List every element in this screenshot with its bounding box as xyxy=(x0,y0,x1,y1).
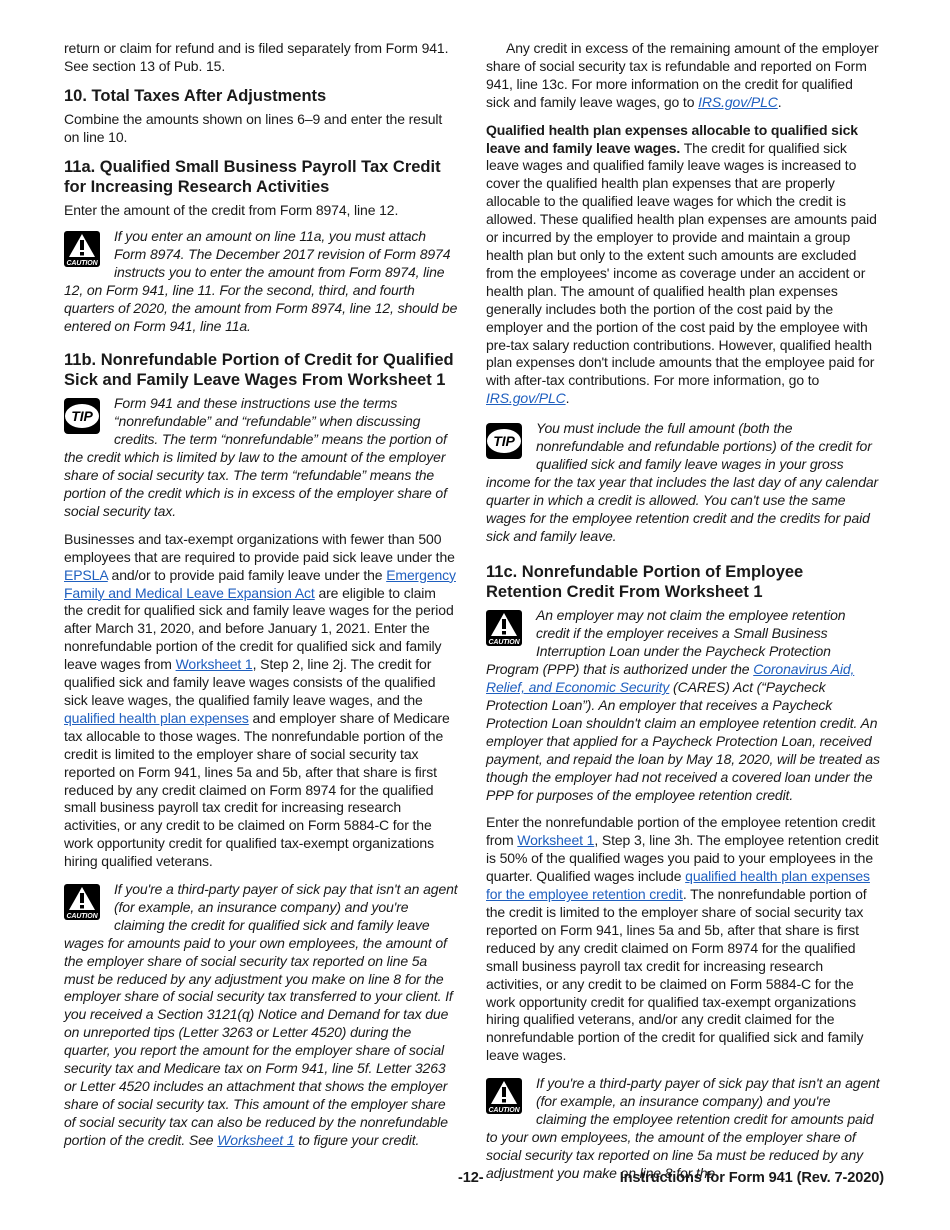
paragraph xyxy=(64,40,458,76)
paragraph xyxy=(64,111,458,147)
text-run: If you're a third-party payer of sick pay that isn't an agent (for example, an insurance company) and you're claiming the credit for qualified sick and family leave wages for amounts paid to your own employees, the amount of the employer share of social security tax reported on line 5a must be reduced by any adjustment you make on line 8 for the employer share of social security tax transferred to your client. If you received a Section 3121(q) Notice and Demand for tax due on unreported tips (Letter 3263 or Letter 4520) during the quarter, you report the amount for the employer share of social security tax and Medicare tax on Form 941, line 5f. Letter 3263 or Letter 4520 includes an attachment that shows the employer share of social security tax. This amount of the employer share of social security tax can also be reduced by the nonrefundable portion of the credit. See xyxy=(64,881,458,1148)
text-run: and employer share of Medicare tax allocable to those wages. The nonrefundable portion of the credit is limited to the employer share of social security tax reported on Form 941, lines 5a and 5b, after that share is first reduced by any credit claimed on Form 8974 for the qualified small business payroll tax credit for increasing research activities, or any credit to be claimed on Form 5884-C for the work opportunity credit for qualified tax-exempt organizations hiring qualified veterans. xyxy=(64,709,450,870)
svg-text:CAUTION: CAUTION xyxy=(66,260,98,268)
caution-text xyxy=(64,881,458,1148)
caution-note xyxy=(64,228,458,335)
link[interactable]: Coronavirus Aid, Relief, and Economic Security xyxy=(486,661,855,696)
heading-line-11c: 11c. Nonrefundable Portion of Employee Retention Credit From Worksheet 1 xyxy=(486,563,804,601)
svg-text:TIP: TIP xyxy=(71,408,93,425)
text-run: , Step 2, line 2j. The credit for qualified sick and family leave wages consists of the qualified sick leave wages, the qualified family leave wages, and the xyxy=(64,656,436,708)
caution-icon xyxy=(486,1078,522,1114)
tip-note xyxy=(486,420,880,545)
text-run: Enter the nonrefundable portion of the employee retention credit from xyxy=(486,814,876,849)
text-run: return or claim for refund and is filed separately from Form 941. See section 13 of Pub. 15. xyxy=(64,40,449,74)
link[interactable]: Emergency Family and Medical Leave Expansion Act xyxy=(64,566,456,601)
paragraph xyxy=(64,202,458,220)
link[interactable]: Worksheet 1 xyxy=(517,832,595,849)
left-column xyxy=(64,40,458,1160)
caution-note xyxy=(486,607,880,804)
text-run: If you're a third-party payer of sick pay that isn't an agent (for example, an insurance company) and you're claiming the employee retention credit for amounts paid to your own employees, the amount of the employer share of social security tax reported on line 5a must be reduced by any adjustment you make on line 8 for the xyxy=(486,1075,880,1181)
link[interactable]: Worksheet 1 xyxy=(175,656,253,673)
text-run: Form 941 and these instructions use the terms “nonrefundable” and “refundable” when discussing credits. The term “nonrefundable” means the portion of the credit which is limited by law to the amount of the employer share of social security tax. The term “refundable” means the portion of the credit which is in excess of the employer share of social security tax. xyxy=(64,395,447,519)
heading-line-10: 10. Total Taxes After Adjustments xyxy=(64,86,327,105)
text-run: to figure your credit. xyxy=(294,1131,420,1148)
text-run: , Step 3, line 3h. The employee retention credit is 50% of the qualified wages you paid to your employees in the quarter. Qualified wages include xyxy=(486,832,879,885)
tip-text xyxy=(486,420,878,543)
tip-text xyxy=(64,395,447,518)
text-run: and/or to provide paid family leave under the xyxy=(107,566,387,583)
svg-text:CAUTION: CAUTION xyxy=(66,913,98,921)
text-run: Enter the amount of the credit from Form 8974, line 12. xyxy=(64,202,399,219)
text-run: You must include the full amount (both the nonrefundable and refundable portions) of the credit for qualified sick and family leave wages in your gross income for the tax year that includes the last day of any calendar quarter in which a credit is allowed. You can't use the same wages for the employee retention credit and the credits for paid sick and family leave. xyxy=(486,420,879,544)
heading-line-11a: 11a. Qualified Small Business Payroll Tax Credit for Increasing Research Activities xyxy=(64,158,441,196)
text-run: . xyxy=(777,93,782,110)
paragraph-body xyxy=(486,140,877,407)
caution-icon xyxy=(64,884,100,920)
text-run: If you enter an amount on line 11a, you must attach Form 8974. The December 2017 revision of Form 8974 instructs you to enter the amount from Form 8974, line 12, on Form 941, line 11. For the second, third, and fourth quarters of 2020, the amount from Form 8974, line 12, should be entered on Form 941, line 11a. xyxy=(64,228,458,334)
text-run: . The nonrefundable portion of the credit is limited to the employer share of social security tax reported on Form 941, lines 5a and 5b, after that share is first reduced by any credit claimed on Form 8974 for the qualified small business payroll tax credit for increasing research activities, or any credit to be claimed on Form 5884-C for the work opportunity credit for qualified tax-exempt organizations hiring qualified veterans, and/or any credit claimed for the nonrefundable portion of the credit for qualified sick and family leave wages. xyxy=(486,886,867,1064)
tip-icon xyxy=(64,398,100,434)
heading-line-11b: 11b. Nonrefundable Portion of Credit for Qualified Sick and Family Leave Wages From Worksheet 1 xyxy=(64,351,454,389)
paragraph xyxy=(486,814,880,1065)
caution-text xyxy=(486,1075,880,1181)
link[interactable]: Worksheet 1 xyxy=(217,1131,295,1148)
caution-note xyxy=(64,881,458,1150)
tip-icon xyxy=(486,423,522,459)
paragraph xyxy=(486,122,880,409)
text-run: . xyxy=(565,390,570,407)
svg-text:TIP: TIP xyxy=(493,433,515,450)
text-run: The credit for qualified sick leave wages and qualified family leave wages is increased to cover the qualified health plan expenses that are properly allocable to the qualified leave wages for which the credit is allowed. These qualified health plan expenses are amounts paid or incurred by the employer to provide and maintain a group health plan but only to the extent such amounts are excluded from the employees' income as coverage under an accident or health plan. The amount of qualified health plan expenses generally includes both the portion of the cost paid by the employer and the portion of the cost paid by the employee with pre-tax salary reduction contributions. However, qualified health plan expenses don't include amounts that the employee paid for with after-tax contributions. For more information, go to xyxy=(486,139,877,389)
footer-title: Instructions for Form 941 (Rev. 7-2020) xyxy=(619,1170,884,1186)
link[interactable]: qualified health plan expenses for the employee retention credit xyxy=(486,868,870,903)
tip-note xyxy=(64,395,458,520)
text-run: Combine the amounts shown on lines 6–9 and enter the result on line 10. xyxy=(64,111,443,146)
link[interactable]: IRS.gov/PLC xyxy=(698,93,778,110)
link[interactable]: IRS.gov/PLC xyxy=(486,390,566,407)
text-run: Businesses and tax-exempt organizations with fewer than 500 employees that are required to provide paid sick leave under the xyxy=(64,530,455,565)
right-column xyxy=(486,40,880,1193)
caution-text xyxy=(486,607,880,802)
caution-text xyxy=(64,228,457,334)
text-run: (CARES) Act (“Paycheck Protection Loan”). An employer that receives a Paycheck Protection Loan shouldn't claim an employee retention credit. An employer that applied for a Paycheck Protection Loan, received payment, and repaid the loan by May 18, 2020, will be treated as though the employer had not received a covered loan under the PPP for purposes of the employee retention credit. xyxy=(486,679,880,803)
link[interactable]: qualified health plan expenses xyxy=(64,709,249,726)
caution-note xyxy=(486,1075,880,1182)
svg-text:CAUTION: CAUTION xyxy=(488,1107,520,1115)
svg-text:CAUTION: CAUTION xyxy=(488,639,520,647)
page-number: -12- xyxy=(458,1170,484,1186)
paragraph xyxy=(64,531,458,871)
text-run: Any credit in excess of the remaining amount of the employer share of social security tax is refundable and reported on Form 941, line 13c. For more information on the credit for qualified sick and family leave wages, go to xyxy=(486,40,879,110)
text-run: An employer may not claim the employee retention credit if the employer receives a Small Business Interruption Loan under the Paycheck Protection Program (PPP) that is authorized under the xyxy=(486,607,846,678)
caution-icon xyxy=(486,610,522,646)
caution-icon xyxy=(64,231,100,267)
link[interactable]: EPSLA xyxy=(64,566,108,583)
paragraph xyxy=(486,40,880,112)
text-run: are eligible to claim the credit for qualified sick and family leave wages for the period after March 31, 2020, and before January 1, 2021. Enter the nonrefundable portion of the credit for qualified sick and family leave wages from xyxy=(64,584,454,673)
run-in-heading: Qualified health plan expenses allocable to qualified sick leave and family leave wages. xyxy=(486,121,858,156)
